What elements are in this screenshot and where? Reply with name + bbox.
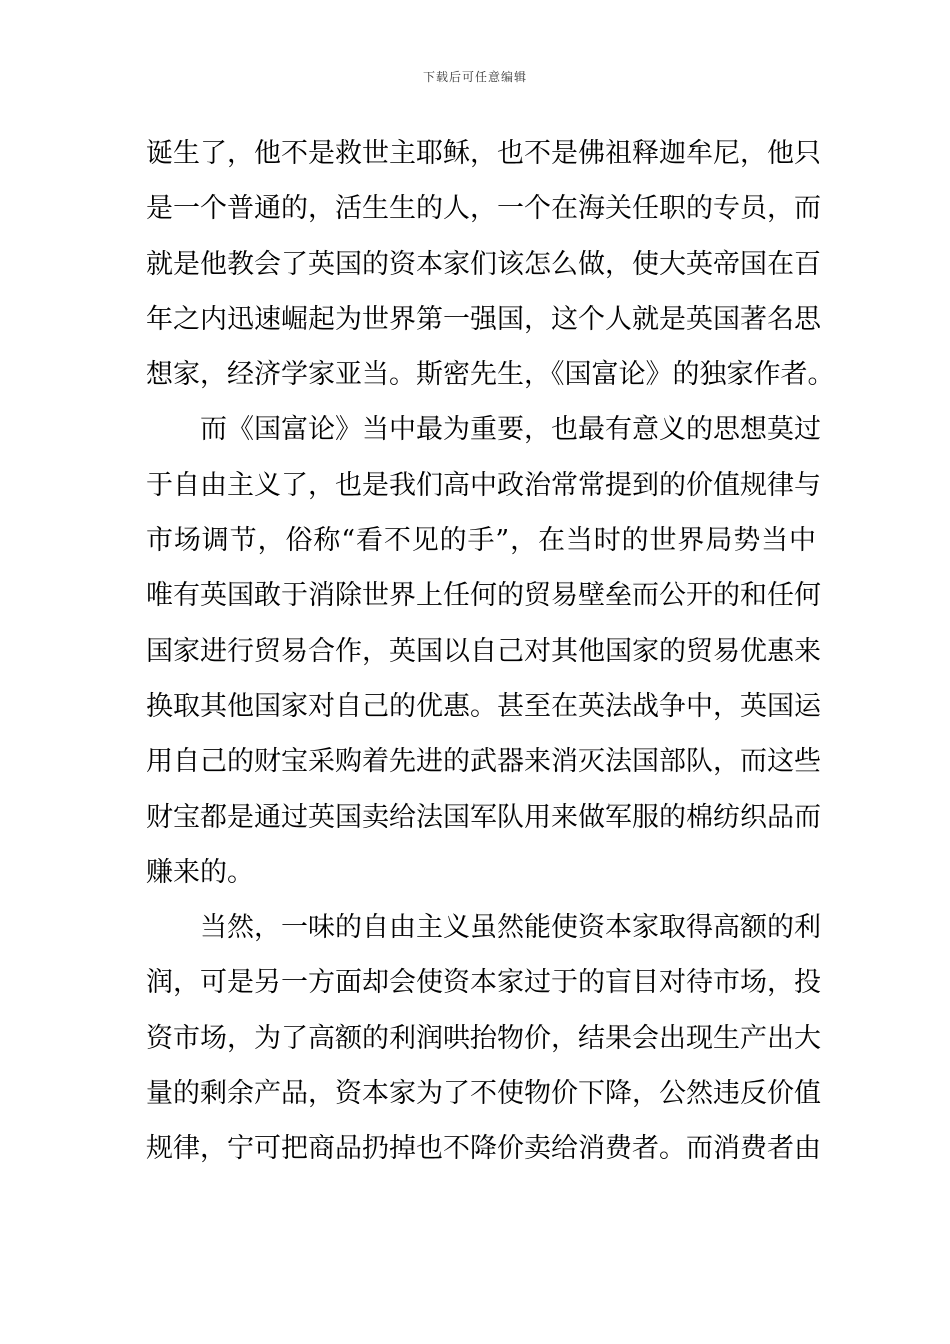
text-line: 是一个普通的，活生生的人，一个在海关任职的专员，而 xyxy=(146,193,821,225)
text-line: 财宝都是通过英国卖给法国军队用来做军服的棉纺织品而 xyxy=(146,801,821,833)
page-header: 下载后可任意编辑 xyxy=(422,70,527,84)
text-line: 资市场，为了高额的利润哄抬物价，结果会出现生产出大 xyxy=(146,1022,821,1054)
text-line: 量的剩余产品，资本家为了不使物价下降，公然违反价值 xyxy=(146,1078,821,1110)
text-line: 用自己的财宝采购着先进的武器来消灭法国部队，而这些 xyxy=(146,746,821,778)
text-line: 换取其他国家对自己的优惠。甚至在英法战争中，英国运 xyxy=(146,690,821,722)
text-line: 市场调节，俗称“看不见的手”，在当时的世界局势当中 xyxy=(146,525,816,557)
text-line: 唯有英国敢于消除世界上任何的贸易壁垒而公开的和任何 xyxy=(146,580,821,612)
paragraph xyxy=(146,126,835,402)
document-body xyxy=(146,126,835,1177)
text-line: 而《国富论》当中最为重要，也最有意义的思想莫过 xyxy=(200,414,821,446)
text-line: 于自由主义了，也是我们高中政治常常提到的价值规律与 xyxy=(146,469,821,501)
text-line: 年之内迅速崛起为世界第一强国，这个人就是英国著名思 xyxy=(146,303,821,335)
text-line: 国家进行贸易合作，英国以自己对其他国家的贸易优惠来 xyxy=(146,635,821,667)
text-line: 就是他教会了英国的资本家们该怎么做，使大英帝国在百 xyxy=(146,248,821,280)
paragraph xyxy=(146,900,821,1176)
text-line: 润，可是另一方面却会使资本家过于的盲目对待市场，投 xyxy=(146,967,821,999)
text-line: 诞生了，他不是救世主耶稣，也不是佛祖释迦牟尼，他只 xyxy=(146,138,821,169)
text-line: 赚来的。 xyxy=(146,856,254,888)
paragraph xyxy=(146,402,821,900)
text-line: 想家，经济学家亚当。斯密先生，《国富论》的独家作者。 xyxy=(146,359,835,391)
text-line: 当然，一味的自由主义虽然能使资本家取得高额的利 xyxy=(200,912,821,944)
text-line: 规律，宁可把商品扔掉也不降价卖给消费者。而消费者由 xyxy=(146,1133,821,1165)
